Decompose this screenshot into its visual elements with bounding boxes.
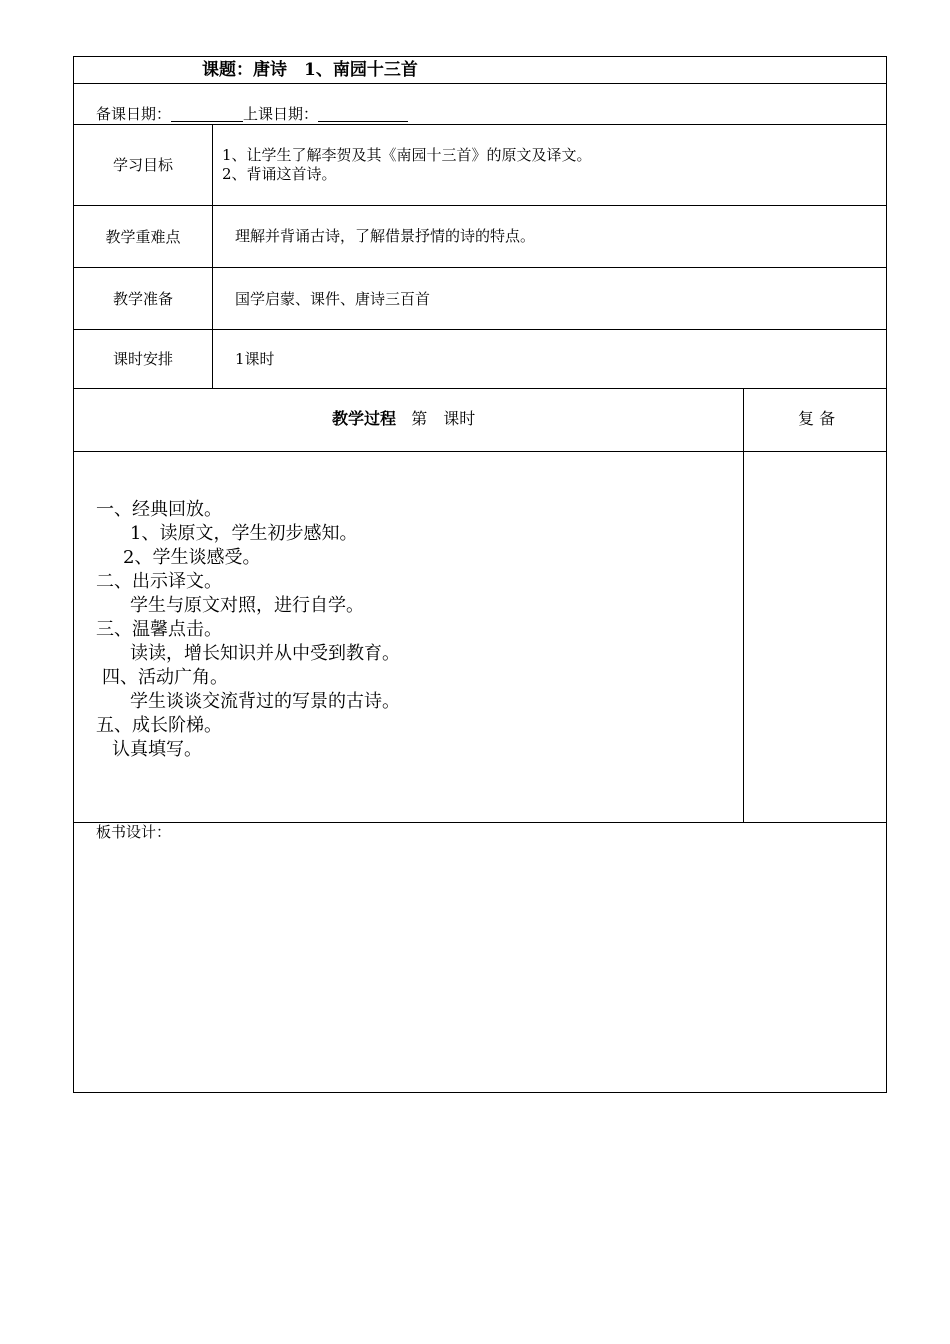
teach-date-label: 上课日期： [243,105,319,123]
divider [74,451,886,452]
dates-row [96,107,408,122]
key-points-value: 理解并背诵古诗，了解借景抒情的诗的特点。 [235,227,536,245]
process-line: 一、经典回放。 [96,499,222,520]
process-line: 学生与原文对照，进行自学。 [130,595,364,616]
process-header-title: 教学过程 [332,409,397,428]
process-line: 五、成长阶梯。 [96,715,222,736]
process-line: 三、温馨点击。 [96,619,222,640]
process-line: 认真填写。 [112,739,202,760]
prepare-date-blank [171,107,243,122]
process-line: 1、读原文，学生初步感知。 [130,523,358,544]
process-line: 四、活动广角。 [102,667,228,688]
process-line: 二、出示译文。 [96,571,222,592]
goal-label: 学习目标 [112,156,173,174]
divider [74,83,886,84]
process-header [332,411,475,427]
process-content [96,498,400,762]
label-column-divider [212,124,213,388]
divider [74,822,886,823]
schedule-label: 课时安排 [112,350,173,368]
schedule-value: 1课时 [235,350,275,368]
preparation-label: 教学准备 [112,290,173,308]
divider [74,205,886,206]
teach-date-blank [318,107,408,122]
preparation-value: 国学启蒙、课件、唐诗三百首 [235,290,431,308]
lesson-plan-table [73,56,887,1093]
goal-line-2: 2、背诵这首诗。 [222,165,337,183]
divider [74,388,886,389]
prepare-date-label: 备课日期： [96,105,172,123]
process-line: 2、学生谈感受。 [123,547,261,568]
lesson-title: 课题：唐诗 1、南园十三首 [202,60,418,80]
divider [74,267,886,268]
key-points-label: 教学重难点 [105,228,181,246]
review-header: 复 备 [798,409,836,428]
goal-line-1: 1、让学生了解李贺及其《南园十三首》的原文及译文。 [222,146,592,164]
divider [74,124,886,125]
review-column-divider [743,388,744,822]
board-design-label: 板书设计： [96,823,172,841]
process-header-period: 第 课时 [411,409,476,428]
process-line: 学生谈谈交流背过的写景的古诗。 [130,691,400,712]
divider [74,329,886,330]
process-line: 读读，增长知识并从中受到教育。 [130,643,400,664]
